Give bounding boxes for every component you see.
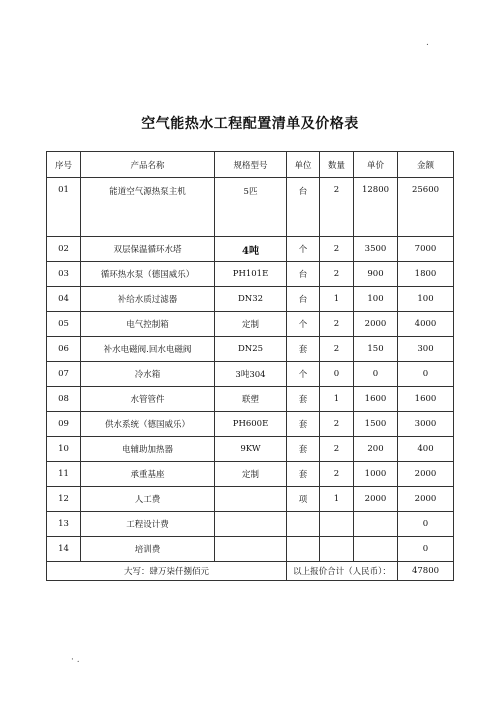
cell-quantity: 2	[320, 462, 354, 487]
cell-spec: PH101E	[215, 262, 287, 287]
cell-spec: PH600E	[215, 412, 287, 437]
cell-amount: 0	[398, 537, 454, 562]
cell-amount: 2000	[398, 487, 454, 512]
header-unit-price: 单价	[354, 152, 398, 178]
cell-amount: 1600	[398, 387, 454, 412]
cell-amount: 0	[398, 512, 454, 537]
cell-product-name: 电辅助加热器	[81, 437, 215, 462]
cell-unit-price: 900	[354, 262, 398, 287]
cell-amount: 1800	[398, 262, 454, 287]
header-amount: 金额	[398, 152, 454, 178]
cell-unit-price: 200	[354, 437, 398, 462]
cell-index: 12	[47, 487, 81, 512]
table-row	[47, 237, 454, 262]
cell-unit-price: 0	[354, 362, 398, 387]
cell-quantity: 1	[320, 287, 354, 312]
cell-spec: DN25	[215, 337, 287, 362]
document-title: 空气能热水工程配置清单及价格表	[141, 116, 359, 132]
cell-product-name: 能道空气源热泵主机	[81, 178, 215, 237]
cell-index: 03	[47, 262, 81, 287]
cell-product-name: 水管管件	[81, 387, 215, 412]
cell-unit: 套	[287, 462, 320, 487]
cell-quantity: 1	[320, 387, 354, 412]
cell-unit: 台	[287, 262, 320, 287]
cell-unit: 个	[287, 237, 320, 262]
cell-product-name: 人工费	[81, 487, 215, 512]
cell-quantity: 2	[320, 237, 354, 262]
table-row	[47, 387, 454, 412]
cell-unit-price: 12800	[354, 178, 398, 237]
table-row	[47, 262, 454, 287]
cell-quantity: 2	[320, 337, 354, 362]
cell-index: 08	[47, 387, 81, 412]
cell-spec	[215, 487, 287, 512]
cell-unit-price: 2000	[354, 312, 398, 337]
cell-unit	[287, 512, 320, 537]
cell-unit-price	[354, 512, 398, 537]
cell-product-name: 工程设计费	[81, 512, 215, 537]
cell-spec: DN32	[215, 287, 287, 312]
table-row	[47, 178, 454, 237]
cell-quantity: 2	[320, 437, 354, 462]
cell-product-name: 双层保温循环水塔	[81, 237, 215, 262]
cell-index: 05	[47, 312, 81, 337]
cell-unit: 个	[287, 312, 320, 337]
table-row	[47, 362, 454, 387]
total-capital-text: 大写：肆万柒仟捌佰元	[47, 562, 287, 581]
cell-product-name: 冷水箱	[81, 362, 215, 387]
cell-spec: 定制	[215, 462, 287, 487]
price-table	[46, 151, 454, 581]
cell-unit: 套	[287, 437, 320, 462]
table-row	[47, 337, 454, 362]
table-row	[47, 412, 454, 437]
cell-index: 07	[47, 362, 81, 387]
cell-unit-price: 100	[354, 287, 398, 312]
cell-quantity: 0	[320, 362, 354, 387]
cell-product-name: 培训费	[81, 537, 215, 562]
cell-product-name: 补水电磁阀.回水电磁阀	[81, 337, 215, 362]
cell-spec: 定制	[215, 312, 287, 337]
cell-spec: 9KW	[215, 437, 287, 462]
cell-unit-price: 2000	[354, 487, 398, 512]
header-index: 序号	[47, 152, 81, 178]
cell-index: 02	[47, 237, 81, 262]
cell-spec: 3吨304	[215, 362, 287, 387]
cell-unit: 套	[287, 387, 320, 412]
cell-amount: 2000	[398, 462, 454, 487]
cell-amount: 4000	[398, 312, 454, 337]
cell-spec	[215, 512, 287, 537]
cell-unit: 台	[287, 287, 320, 312]
cell-amount: 3000	[398, 412, 454, 437]
cell-amount: 300	[398, 337, 454, 362]
cell-product-name: 电气控制箱	[81, 312, 215, 337]
total-value: 47800	[398, 562, 454, 581]
cell-index: 09	[47, 412, 81, 437]
cell-quantity: 2	[320, 412, 354, 437]
cell-quantity: 2	[320, 262, 354, 287]
header-spec: 规格型号	[215, 152, 287, 178]
header-quantity: 数量	[320, 152, 354, 178]
cell-unit-price: 1000	[354, 462, 398, 487]
cell-unit-price: 3500	[354, 237, 398, 262]
cell-amount: 7000	[398, 237, 454, 262]
cell-unit: 套	[287, 337, 320, 362]
table-row	[47, 462, 454, 487]
table-row	[47, 437, 454, 462]
top-corner-mark: .	[426, 38, 429, 48]
cell-quantity: 1	[320, 487, 354, 512]
cell-index: 06	[47, 337, 81, 362]
header-product-name: 产品名称	[81, 152, 215, 178]
cell-spec: 4吨	[215, 237, 287, 262]
table-footer-row	[47, 562, 454, 581]
cell-amount: 400	[398, 437, 454, 462]
cell-amount: 0	[398, 362, 454, 387]
cell-quantity: 2	[320, 312, 354, 337]
cell-spec	[215, 537, 287, 562]
cell-index: 04	[47, 287, 81, 312]
table-row	[47, 537, 454, 562]
cell-quantity	[320, 537, 354, 562]
cell-quantity: 2	[320, 178, 354, 237]
cell-product-name: 循环热水泵（德国威乐）	[81, 262, 215, 287]
cell-unit: 个	[287, 362, 320, 387]
cell-unit: 项	[287, 487, 320, 512]
cell-unit-price: 1600	[354, 387, 398, 412]
cell-spec: 5匹	[215, 178, 287, 237]
total-label: 以上报价合计（人民币）：	[287, 562, 398, 581]
cell-product-name: 承重基座	[81, 462, 215, 487]
table-row	[47, 312, 454, 337]
header-unit: 单位	[287, 152, 320, 178]
bottom-corner-mark: · .	[71, 655, 80, 665]
cell-unit: 套	[287, 412, 320, 437]
cell-amount: 25600	[398, 178, 454, 237]
cell-unit-price: 1500	[354, 412, 398, 437]
cell-index: 11	[47, 462, 81, 487]
cell-product-name: 供水系统（德国威乐）	[81, 412, 215, 437]
cell-index: 01	[47, 178, 81, 237]
table-row	[47, 487, 454, 512]
cell-unit-price: 150	[354, 337, 398, 362]
cell-unit-price	[354, 537, 398, 562]
cell-amount: 100	[398, 287, 454, 312]
cell-index: 13	[47, 512, 81, 537]
cell-unit: 台	[287, 178, 320, 237]
cell-spec: 联塑	[215, 387, 287, 412]
table-row	[47, 287, 454, 312]
cell-product-name: 补给水质过滤器	[81, 287, 215, 312]
cell-unit	[287, 537, 320, 562]
cell-index: 14	[47, 537, 81, 562]
table-header-row	[47, 152, 454, 178]
cell-quantity	[320, 512, 354, 537]
table-row	[47, 512, 454, 537]
cell-index: 10	[47, 437, 81, 462]
